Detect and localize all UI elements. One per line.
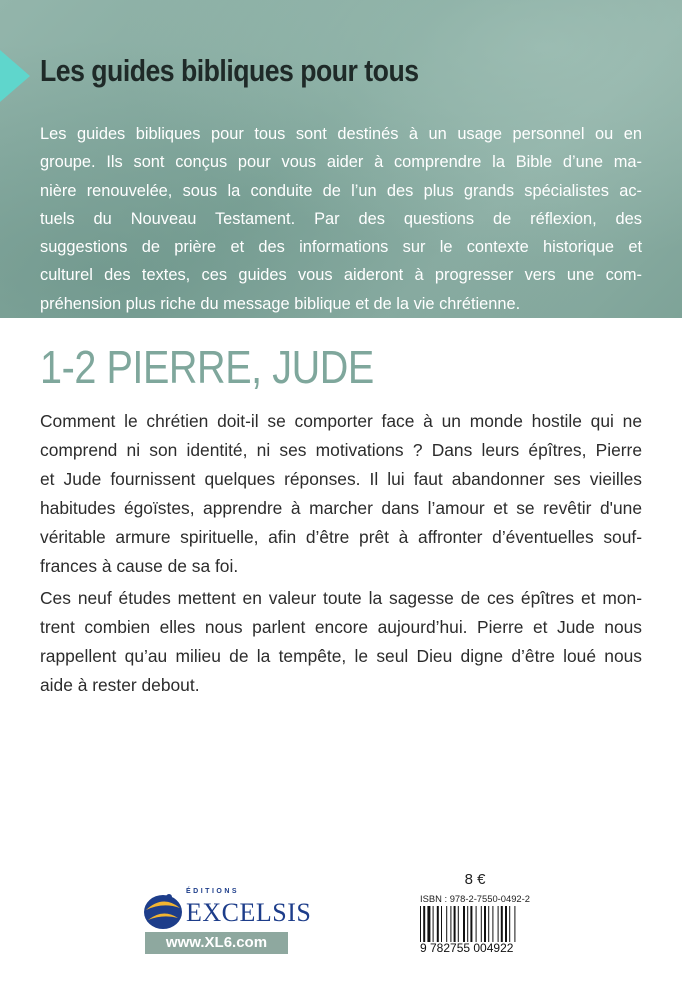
paragraph-line: habitudes égoïstes, apprendre à marcher dans l’amour et se revêtir d'une [40,498,642,518]
series-description [40,120,642,318]
isbn: ISBN : 978-2-7550-0492-2 [420,893,530,904]
publisher-name: EXCELSIS [186,898,312,927]
barcode-bar [514,906,515,942]
paragraph-line: aide à rester debout. [40,675,200,695]
barcode-bar [458,906,459,942]
barcode-bar [492,906,493,942]
barcode-bar [446,906,447,942]
barcode-bar [476,906,477,942]
paragraph-line: comprend ni son identité, ni ses motivations ? Dans leurs épîtres, Pierre [40,440,642,460]
publisher-emblem-icon [142,888,184,932]
barcode-bar [505,906,507,942]
paragraph-line: et Jude fournissent quelques réponses. Il lui faut abandonner ses vieilles [40,469,642,489]
series-description-line: groupe. Ils sont conçus pour vous aider à comprendre la Bible d’une ma- [40,153,642,172]
barcode-bar [498,906,499,942]
barcode-bar [454,906,456,942]
barcode-bar [441,906,442,942]
paragraph-line: véritable armure spirituelle, afin d’être prêt à affronter d’éventuelles souf- [40,527,642,547]
paragraph-line: frances à cause de sa foi. [40,556,239,576]
series-description-line: tuels du Nouveau Testament. Par des questions de réflexion, des [40,209,642,228]
paragraph-line: trent combien elles nous parlent encore aujourd’hui. Pierre et Jude nous [40,617,642,637]
barcode-bar [423,906,425,942]
price: 8 € [464,871,486,888]
series-band [0,0,682,318]
barcode-bar [433,906,434,942]
series-description-line: préhension plus riche du message biblique et de la vie chrétienne. [40,294,521,313]
barcode-bar [488,906,489,942]
book-summary-paragraph-1 [40,407,642,581]
barcode-bar [437,906,439,942]
barcode-bar [501,906,503,942]
book-summary-paragraph-2 [40,584,642,700]
barcode-bar [467,906,468,942]
barcode-bar [450,906,451,942]
barcode-bar [484,906,486,942]
paragraph-line: Ces neuf études mettent en valeur toute la sagesse de ces épîtres et mon- [40,588,642,608]
series-title: Les guides bibliques pour tous [40,53,419,88]
book-title: 1-2 PIERRE, JUDE [40,341,374,393]
publisher-small-label: ÉDITIONS [186,888,240,895]
publisher-logo [142,888,312,932]
series-description-line: nière renouvelée, sous la conduite de l’un des plus grands spécialistes ac- [40,181,642,200]
publisher-url[interactable]: www.XL6.com [145,932,288,954]
barcode-bar [420,906,421,942]
barcode-digits: 9 782755 004922 [420,941,514,955]
series-description-line: Les guides bibliques pour tous sont destinés à un usage personnel ou en [40,125,642,143]
series-description-line: suggestions de prière et des informations sur le contexte historique et [40,238,642,257]
barcode-bar [509,906,510,942]
triangle-marker-icon [0,50,30,102]
barcode-bar [427,906,430,942]
barcode-bar [470,906,472,942]
paragraph-line: rappellent qu’au milieu de la tempête, le seul Dieu digne d’être loué nous [40,646,642,666]
barcode-bar [481,906,482,942]
series-description-line: culturel des textes, ces guides vous aideront à progresser vers une com- [40,266,642,285]
barcode-bar [463,906,465,942]
paragraph-line: Comment le chrétien doit-il se comporter face à un monde hostile qui ne [40,411,642,431]
